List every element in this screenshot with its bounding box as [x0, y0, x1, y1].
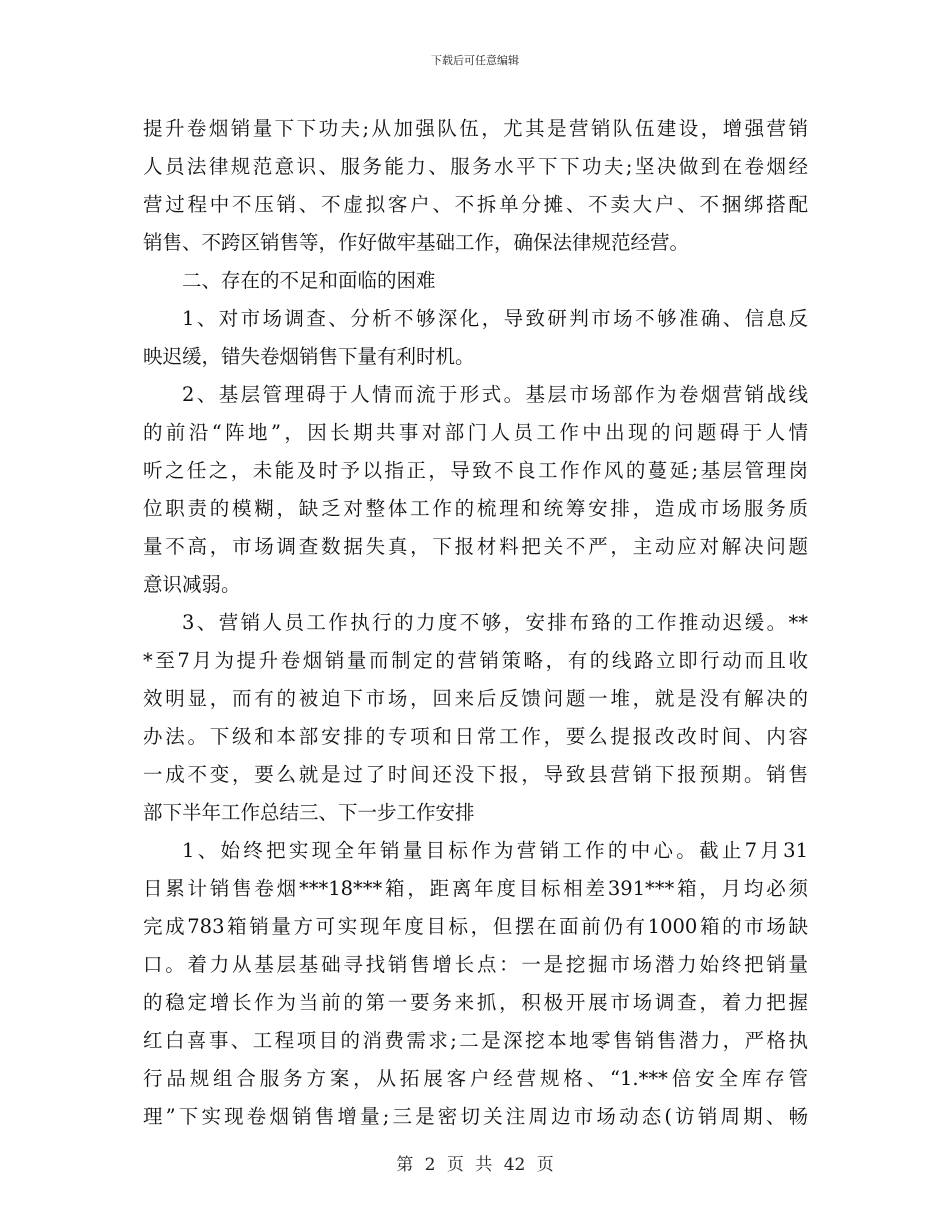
text-line: 人员法律规范意识、服务能力、服务水平下下功夫;坚决做到在卷烟经 [143, 155, 808, 178]
text-line: 位职责的模糊，缺乏对整体工作的梳理和统筹安排，造成市场服务质 [143, 497, 808, 520]
text-line: 一成不变，要么就是过了时间还没下报，导致县营销下报预期。销售 [143, 763, 808, 786]
text-line: 行品规组合服务方案，从拓展客户经营规格、“1.***倍安全库存管 [143, 1067, 808, 1090]
text-line: 营过程中不压销、不虚拟客户、不拆单分摊、不卖大户、不捆绑搭配 [143, 193, 808, 216]
text-line: 的前沿“阵地”，因长期共事对部门人员工作中出现的问题碍于人情 [143, 421, 808, 444]
text-line: 理”下实现卷烟销售增量;三是密切关注周边市场动态(访销周期、畅 [143, 1105, 808, 1128]
text-line: 意识减弱。 [143, 573, 241, 596]
text-line: 红白喜事、工程项目的消费需求;二是深挖本地零售销售潜力，严格执 [143, 1029, 808, 1052]
text-line: 口。着力从基层基础寻找销售增长点：一是挖掘市场潜力始终把销量 [143, 953, 808, 976]
text-line: 效明显，而有的被迫下市场，回来后反馈问题一堆，就是没有解决的 [143, 687, 808, 710]
text-line: 听之任之，未能及时予以指正，导致不良工作作风的蔓延;基层管理岗 [143, 459, 808, 482]
text-line: 3、营销人员工作执行的力度不够，安排布臵的工作推动迟缓。** [182, 611, 808, 634]
text-line: 1、对市场调查、分析不够深化，导致研判市场不够准确、信息反 [182, 307, 808, 330]
text-line: 办法。下级和本部安排的专项和日常工作，要么提报改改时间、内容 [143, 725, 808, 748]
text-line: 2、基层管理碍于人情而流于形式。基层市场部作为卷烟营销战线 [182, 383, 808, 406]
text-line: 销售、不跨区销售等，作好做牢基础工作，确保法律规范经营。 [143, 231, 690, 254]
text-line: 部下半年工作总结三、下一步工作安排 [143, 801, 475, 824]
text-line: *至7月为提升卷烟销量而制定的营销策略，有的线路立即行动而且收 [143, 649, 808, 672]
text-line: 映迟缓，错失卷烟销售下量有利时机。 [143, 345, 475, 368]
text-line: 的稳定增长作为当前的第一要务来抓，积极开展市场调查，着力把握 [143, 991, 808, 1014]
text-line: 日累计销售卷烟***18***箱，距离年度目标相差391***箱，月均必须 [143, 877, 808, 900]
text-line: 量不高，市场调查数据失真，下报材料把关不严，主动应对解决问题 [143, 535, 808, 558]
page-header: 下载后可任意编辑 [431, 54, 519, 67]
text-line: 完成783箱销量方可实现年度目标，但摆在面前仍有1000箱的市场缺 [143, 915, 808, 938]
document-body [143, 110, 808, 1136]
page-number: 第 2 页 共 42 页 [396, 1155, 554, 1175]
text-line: 提升卷烟销量下下功夫;从加强队伍，尤其是营销队伍建设，增强营销 [143, 117, 808, 140]
text-line: 1、始终把实现全年销量目标作为营销工作的中心。截止7月31 [182, 839, 808, 862]
section-heading: 二、存在的不足和面临的困难 [182, 269, 436, 292]
